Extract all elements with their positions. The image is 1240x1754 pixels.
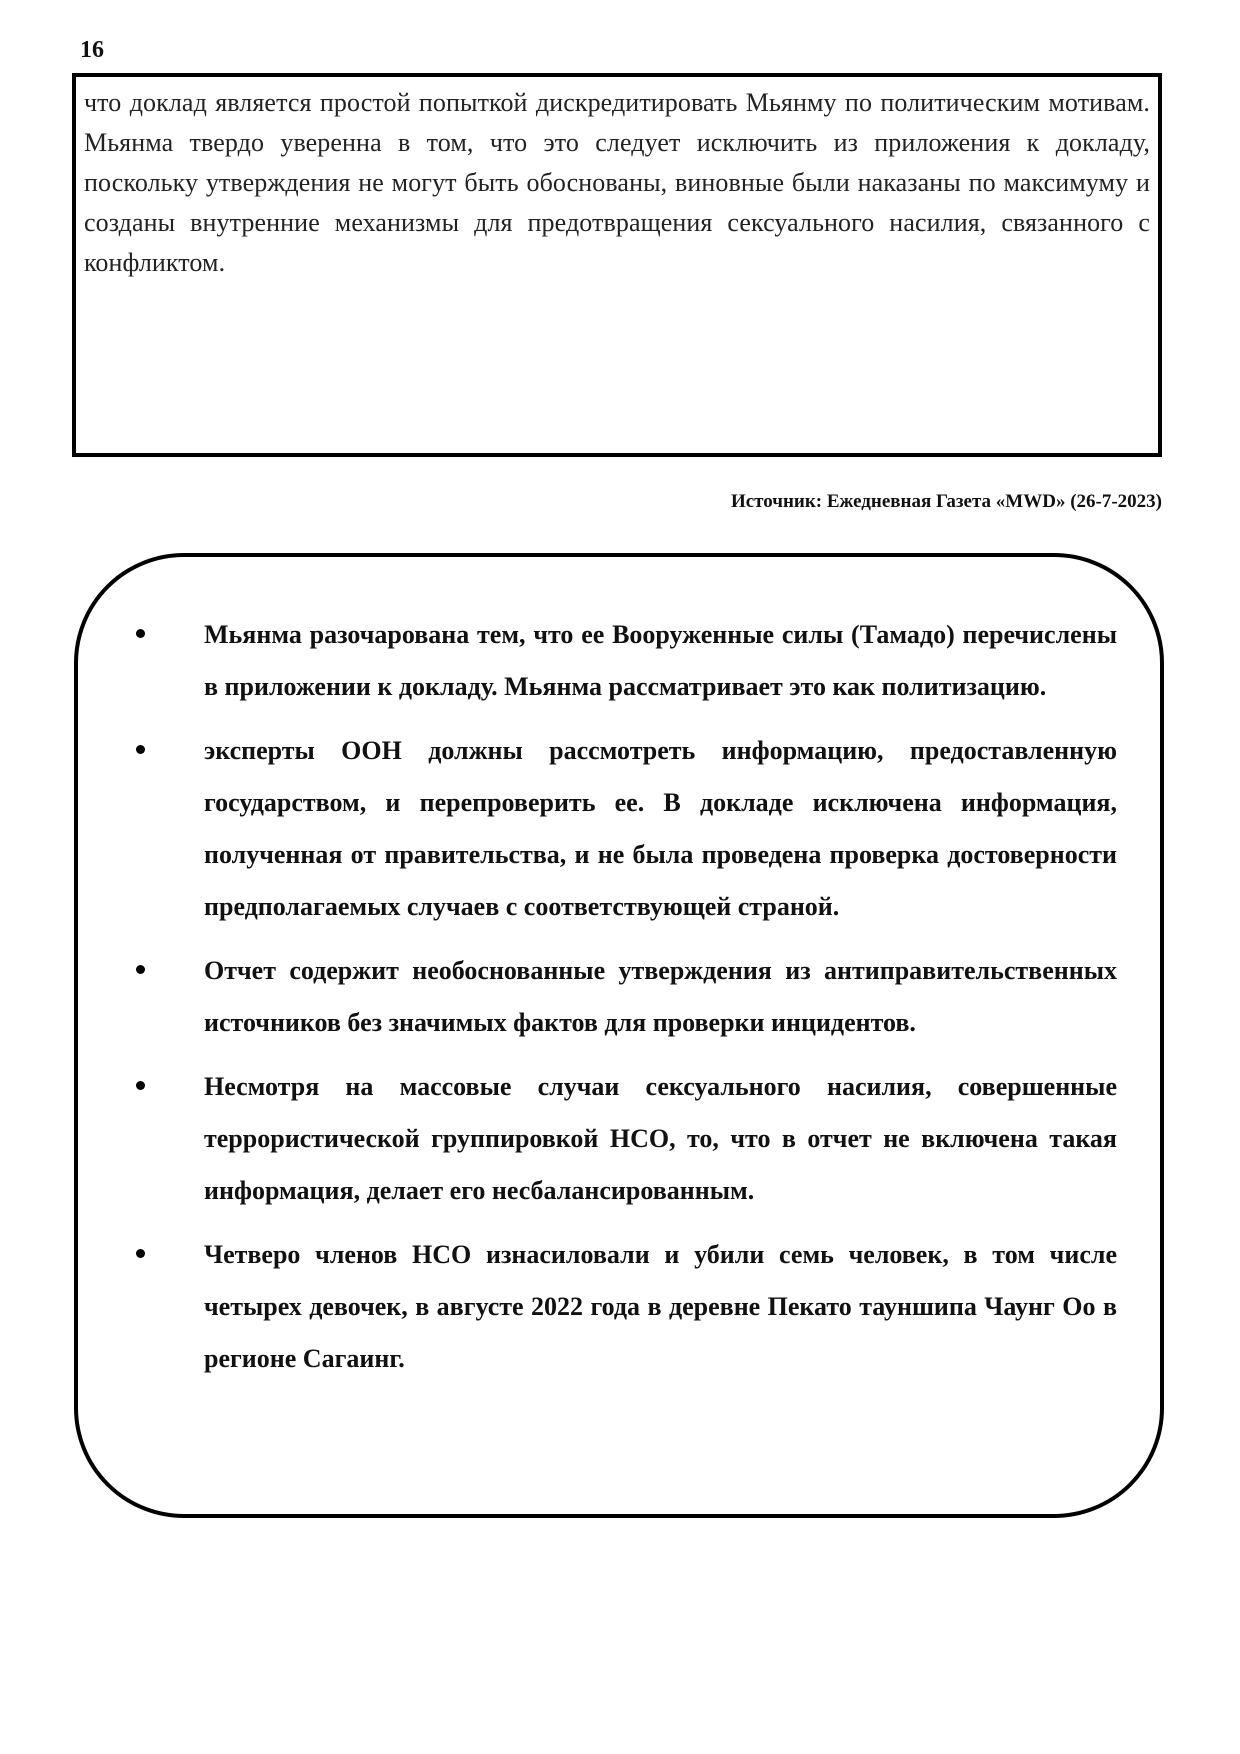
bullet-icon xyxy=(136,745,145,754)
list-item xyxy=(122,1061,1117,1217)
list-item-text: Отчет содержит необоснованные утверждения из антиправительственных источников без значимых фактов для проверки инцидентов. xyxy=(204,956,1117,1037)
list-item xyxy=(122,945,1117,1049)
list-item xyxy=(122,1229,1117,1385)
summary-box xyxy=(74,553,1164,1518)
bullet-icon xyxy=(136,629,145,638)
bullet-icon xyxy=(136,1081,145,1090)
source-citation: Источник: Ежедневная Газета «MWD» (26-7-2023) xyxy=(730,491,1162,512)
excerpt-text: что доклад является простой попыткой дискредитировать Мьянму по политическим мотивам. Мьянма твердо уверенна в том, что это следует исключить из приложения к докладу, поскольку утверждения не могут быть обоснованы, виновные были наказаны по максимуму и созданы внутренние механизмы для предотвращения сексуального насилия, связанного с конфликтом. xyxy=(84,88,1150,277)
list-item-text: Мьянма разочарована тем, что ее Вооруженные силы (Тамадо) перечислены в приложении к докладу. Мьянма рассматривает это как политизацию. xyxy=(204,620,1117,701)
summary-list xyxy=(122,609,1117,1397)
list-item xyxy=(122,609,1117,713)
list-item-text: Несмотря на массовые случаи сексуального насилия, совершенные террористической группировкой НСО, то, что в отчет не включена такая информация, делает его несбалансированным. xyxy=(204,1072,1117,1205)
bullet-icon xyxy=(136,1249,145,1258)
list-item-text: эксперты ООН должны рассмотреть информацию, предоставленную государством, и перепроверить ее. В докладе исключена информация, полученная от правительства, и не была проведена проверка достоверности предполагаемых случаев с соответствующей страной. xyxy=(204,736,1117,921)
page-number: 16 xyxy=(80,37,104,63)
excerpt-box xyxy=(72,73,1162,457)
list-item-text: Четверо членов НСО изнасиловали и убили семь человек, в том числе четырех девочек, в августе 2022 года в деревне Пекато тауншипа Чаунг Оо в регионе Сагаинг. xyxy=(204,1240,1117,1373)
list-item xyxy=(122,725,1117,933)
bullet-icon xyxy=(136,965,145,974)
